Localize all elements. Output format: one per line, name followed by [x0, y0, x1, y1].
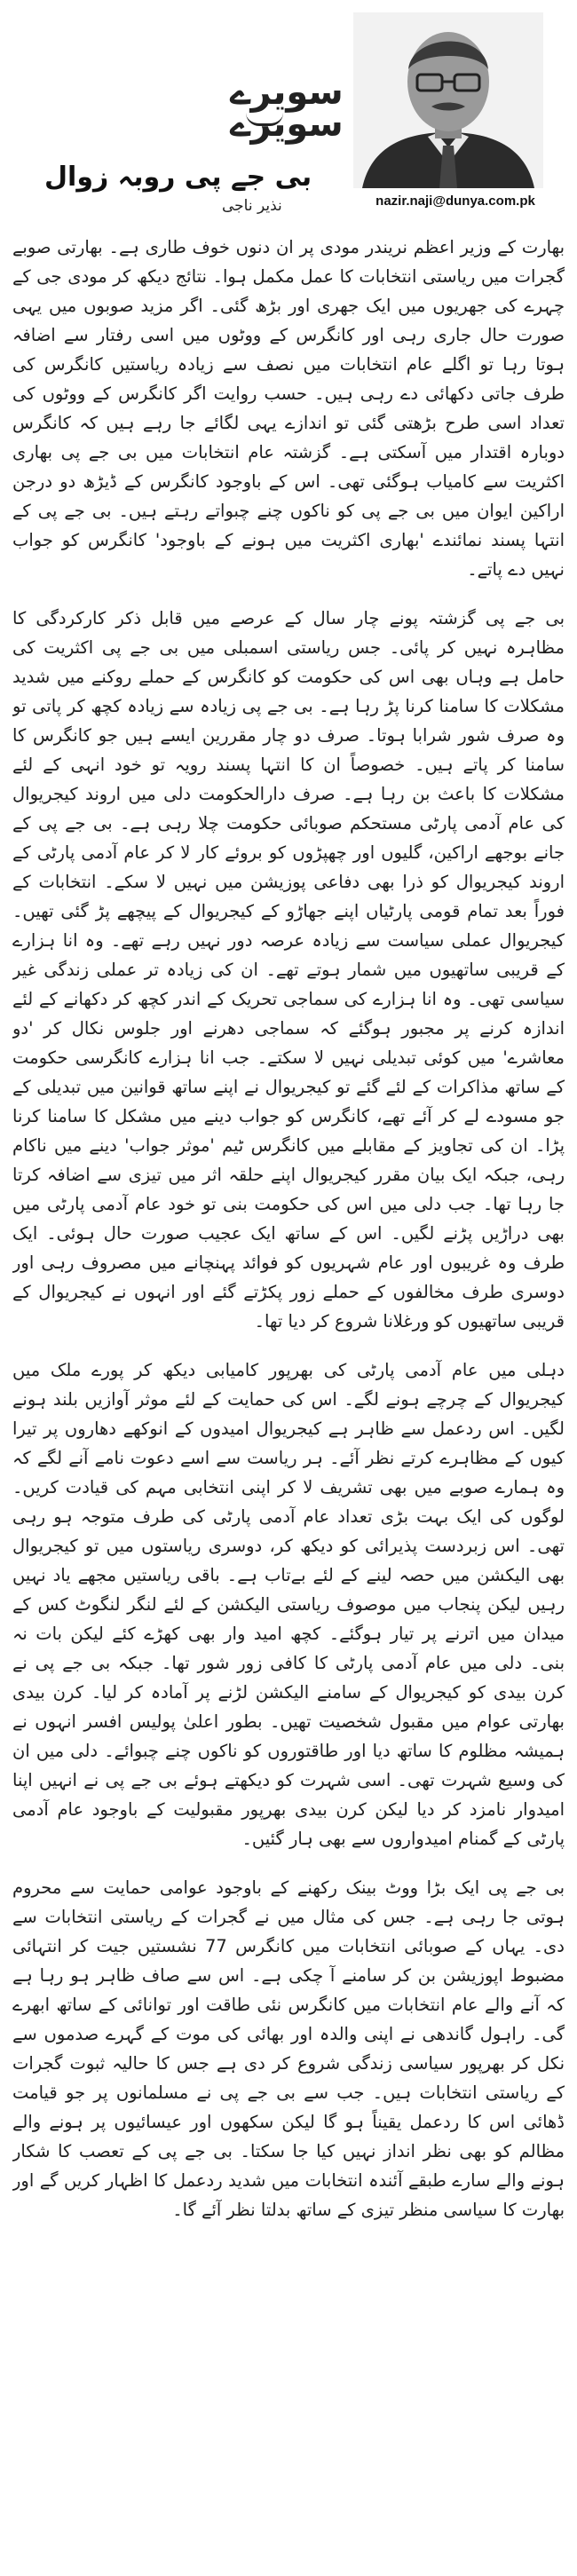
logo-line-1: سویرے — [230, 72, 344, 113]
article-body — [12, 233, 565, 2558]
column-logo — [230, 72, 344, 145]
article-paragraph-3: دہلی میں عام آدمی پارٹی کی بھرپور کامیابی دیکھ کر پورے ملک میں کیجریوال کے چرچے ہونے لگے۔ اس کی حمایت کے لئے موثر آوازیں بلند ہونے لگیں۔ اس ردعمل سے ظاہر ہے کیجریوال امیدوں کے انوکھے دھاروں پر تیرا کیوں کے مظاہرے کرتے نظر آئے۔ ہر ریاست سے اسے دعوت نامے آنے لگے کہ وہ ہمارے صوبے میں بھی تشریف لا کر اپنی انتخابی مہم کی قیادت کریں۔ لوگوں کی ایک بہت بڑی تعداد عام آدمی پارٹی کی طرف متوجہ ہو رہی تھی۔ اس زبردست پذیرائی کو دیکھ کر، دوسری ریاستوں میں تو کیجریوال بھی الیکشن میں حصہ لینے کے لئے بےتاب ہے۔ باقی ریاستیں مجھے یاد نہیں رہیں لیکن پنجاب میں موصوف ریاستی الیکشن کے لئے لنگر لنگوٹ کس کے میدان میں اترنے پر تیار ہوگئے۔ کچھ امید وار بھی کھڑے کئے لیکن بات نہ بنی۔ دلی میں عام آدمی پارٹی کا کافی زور شور تھا۔ جبکہ بی جے پی نے کرن بیدی کو کیجریوال کے سامنے الیکشن لڑنے پر آمادہ کر لیا۔ کرن بیدی بھارتی عوام میں مقبول شخصیت تھیں۔ بطور اعلیٰ پولیس افسر انہوں نے ہمیشہ مظلوم کا ساتھ دیا اور طاقتوروں کو ناکوں چنے چبوائے۔ دلی میں ان کی وسیع شہرت تھی۔ اسی شہرت کو دیکھتے ہوئے بی جے پی نے انہیں اپنا امیدوار نامزد کر دیا لیکن کرن بیدی بھرپور مقبولیت کے باوجود عام آدمی پارٹی کے گمنام امیدواروں سے بھی ہار گئیں۔ — [12, 1360, 565, 1849]
author-name: نذیر ناجی — [222, 197, 282, 215]
article-paragraph-4: بی جے پی ایک بڑا ووٹ بینک رکھنے کے باوجود عوامی حمایت سے محروم ہوتی جا رہی ہے۔ جس کی مثال میں نے گجرات کے ریاستی انتخابات سے دی۔ یہاں کے صوبائی انتخابات میں کانگرس 77 نشستیں جیت کر انتہائی مضبوط اپوزیشن بن کر سامنے آ چکی ہے۔ اس سے صاف ظاہر ہو رہا ہے کہ آنے والے عام انتخابات میں کانگرس نئی طاقت اور توانائی کے ساتھ ابھرے گی۔ راہول گاندھی نے اپنی والدہ اور بھائی کی موت کے گہرے صدموں سے نکل کر بھرپور سیاسی زندگی شروع کر دی ہے جس کا حالیہ ثبوت گجرات کے ریاستی انتخابات ہیں۔ جب سے بی جے پی نے مسلمانوں پر جو قیامت ڈھائی اس کا ردعمل یقیناً ہو گا لیکن سکھوں اور عیسائیوں پر ہونے والے مظالم کو بھی نظر انداز نہیں کیا جا سکتا۔ بی جے پی کے تعصب کا شکار ہونے والے سارے طبقے آئندہ انتخابات میں شدید ردعمل کا اظہار کریں گے اور بھارت کا سیاسی منظر تیزی کے ساتھ بدلتا نظر آئے گا۔ — [12, 1877, 565, 2220]
column-header — [9, 0, 568, 213]
article-paragraph-2: بی جے پی گزشتہ پونے چار سال کے عرصے میں قابل ذکر کارکردگی کا مظاہرہ نہیں کر پائی۔ جس ریاستی اسمبلی میں بی جے پی اکثریت کی حامل ہے وہاں بھی اس کی حکومت کو کانگرس کے حملے روکنے میں شدید مشکلات کا سامنا کرنا پڑ رہا ہے۔ بی جے پی زیادہ سے زیادہ کچھ کر پاتی تو وہ صرف شور شرابا ہوتا۔ صرف دو چار مقررین ایسے ہیں جو کانگرس کا سامنا کر پاتے ہیں۔ خصوصاً ان کا انتہا پسند رویہ تو خود انہی کے لئے مشکلات کا باعث بن رہا ہے۔ صرف دارالحکومت دلی میں اروند کیجریوال کی عام آدمی پارٹی مستحکم صوبائی حکومت چلا رہی ہے۔ بی جے پی کے جانے بوجھے اراکین، گلیوں اور چھپڑوں کو بروئے کار لا کر عام آدمی پارٹی کے اروند کیجریوال کو ذرا بھی دفاعی پوزیشن میں نہیں لا سکے۔ انتخابات کے فوراً بعد تمام قومی پارٹیاں اپنے جھاڑو کے کیجریوال کے پیچھے پڑ گئی تھیں۔ کیجریوال عملی سیاست سے زیادہ عرصہ دور نہیں رہے تھے۔ وہ انا ہزارے کے قریبی ساتھیوں میں شمار ہوتے تھے۔ ان کی زیادہ تر عملی زندگی غیر سیاسی تھی۔ وہ انا ہزارے کی سماجی تحریک کے اندر کچھ کر دکھانے کے لئے اندازہ کرنے پر مجبور ہوگئے کہ سماجی دھرنے اور جلوس نکال کر 'دو معاشرے' میں کوئی تبدیلی نہیں لا سکتے۔ جب انا ہزارے کانگرسی حکومت کے ساتھ مذاکرات کے لئے گئے تو کیجریوال نے اپنے ساتھ قوانین میں تبدیلی کے جو مسودے لے کر آئے تھے، کانگرس کو جواب دینے میں مشکل کا سامنا کرنا پڑا۔ ان کی تجاویز کے مقابلے میں کانگرس ٹیم 'موثر جواب' دینے میں ناکام رہی، جبکہ ایک بیان مقرر کیجریوال اپنے حلقہ اثر میں تیزی سے اضافہ کرتا جا رہا تھا۔ جب دلی میں اس کی حکومت بنی تو خود عام آدمی پارٹی میں بھی دراڑیں پڑنے لگیں۔ اس کے ساتھ ایک عجیب صورت حال ہوئی۔ ایک طرف وہ غریبوں اور عام شہریوں کو فوائد پہنچانے میں مصروف رہی اور دوسری طرف مخالفوں کے حملے زور پکڑتے گئے اور انہوں نے کیجریوال کے قریبی ساتھیوں کو ورغلانا شروع کر دیا تھا۔ — [12, 608, 565, 1331]
article-paragraph-1: بھارت کے وزیر اعظم نریندر مودی پر ان دنوں خوف طاری ہے۔ بھارتی صوبے گجرات میں ریاستی انتخابات کا عمل مکمل ہوا۔ نتائج دیکھ کر مودی جی کے چہرے کی جھریوں میں ایک جھری اور بڑھ گئی۔ اگر مزید صوبوں میں یہی صورت حال جاری رہی اور کانگرس کے ووٹوں میں اسی رفتار سے اضافہ ہوتا رہا تو اگلے عام انتخابات میں نصف سے زیادہ ریاستیں کانگرس کی طرف جاتی دکھائی دے رہی ہیں۔ حسب روایت اگر کانگرس کے ووٹوں کی تعداد اسی طرح بڑھتی گئی تو اندازے یہی لگائے جا رہے ہیں کہ کانگرس دوبارہ اقتدار میں آسکتی ہے۔ گزشتہ عام انتخابات میں بی جے پی بھاری اکثریت سے کامیاب ہوگئی تھی۔ اس کے باوجود کانگرس کے ڈیڑھ دو درجن اراکین ایوان میں بی جے پی کو ناکوں چنے چبواتے رہتے ہیں۔ بی جے پی کے انتہا پسند نمائندے 'بھاری اکثریت میں ہونے کے باوجود' کانگرس کو جواب نہیں دے پاتے۔ — [12, 237, 565, 580]
author-portrait — [353, 12, 543, 188]
column-title: بی جے پی روبہ زوال — [44, 162, 312, 193]
author-photo-illustration — [353, 12, 543, 188]
author-email: nazir.naji@dunya.com.pk — [375, 194, 535, 209]
logo-line-2: سویرے — [230, 104, 344, 145]
